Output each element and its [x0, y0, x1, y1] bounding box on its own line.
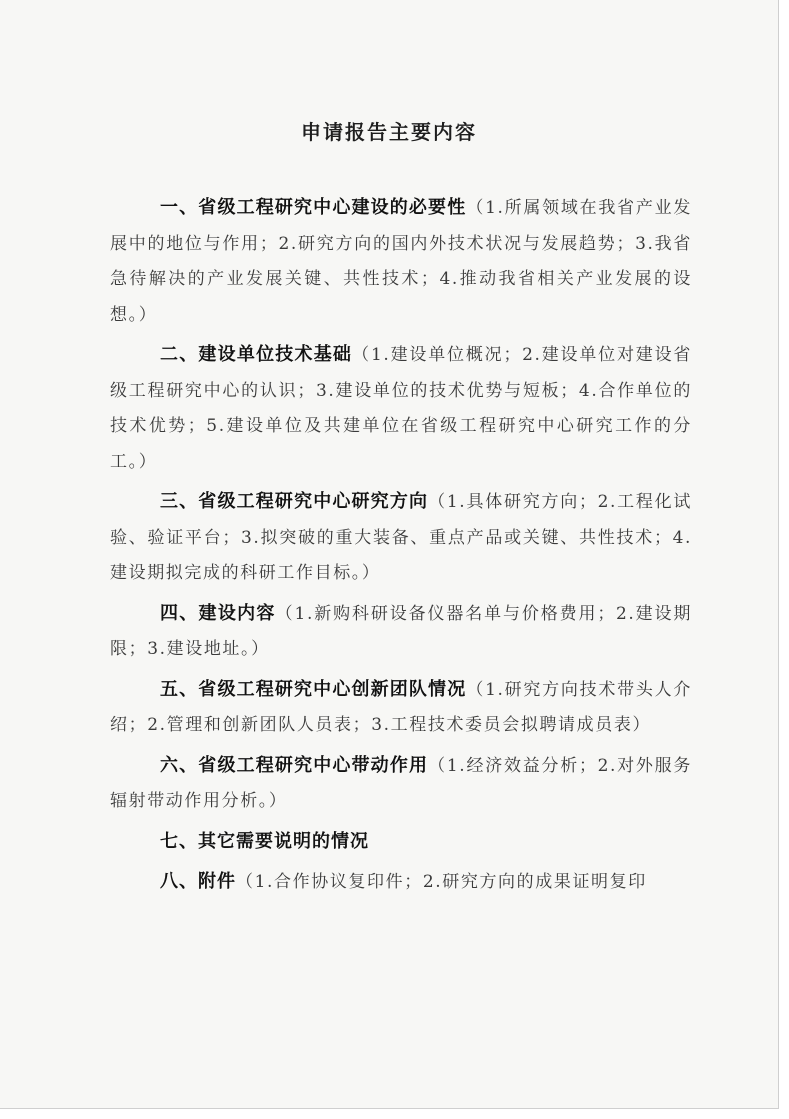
section-8 [110, 864, 692, 901]
section-heading: 一、省级工程研究中心建设的必要性 [160, 197, 467, 218]
section-detail: （1.研究方向技术带头人介绍；2.管理和创新团队人员表；3.工程技术委员会拟聘请成员表） [110, 679, 692, 735]
section-4 [110, 596, 692, 668]
section-detail: （1.所属领域在我省产业发展中的地位与作用；2.研究方向的国内外技术状况与发展趋势；3.我省急待解决的产业发展关键、共性技术；4.推动我省相关产业发展的设想。） [110, 198, 692, 325]
section-heading: 五、省级工程研究中心创新团队情况 [160, 678, 467, 700]
section-detail: （1.具体研究方向；2.工程化试验、验证平台；3.拟突破的重大装备、重点产品或关键、共性技术；4.建设期拟完成的科研工作目标。） [110, 492, 693, 583]
section-heading: 六、省级工程研究中心带动作用 [160, 754, 429, 776]
section-heading: 三、省级工程研究中心研究方向 [160, 491, 429, 512]
section-heading: 四、建设内容 [160, 602, 276, 624]
section-heading: 二、建设单位技术基础 [160, 344, 353, 365]
section-detail: （1.经济效益分析；2.对外服务辐射带动作用分析。） [110, 755, 693, 811]
section-7 [110, 824, 692, 861]
section-2 [110, 337, 692, 480]
section-detail: （1.合作协议复印件；2.研究方向的成果证明复印 [236, 872, 647, 892]
section-heading: 七、其它需要说明的情况 [160, 830, 369, 852]
section-detail: （1.建设单位概况；2.建设单位对建设省级工程研究中心的认识；3.建设单位的技术优势与短板；4.合作单位的技术优势；5.建设单位及共建单位在省级工程研究中心研究工作的分工。） [110, 345, 692, 472]
section-heading: 八、附件 [160, 871, 236, 892]
document-body [110, 190, 692, 905]
section-3 [110, 484, 692, 592]
section-5 [110, 672, 692, 744]
section-6 [110, 748, 692, 820]
document-title: 申请报告主要内容 [301, 120, 477, 144]
section-1 [110, 190, 692, 333]
section-detail: （1.新购科研设备仪器名单与价格费用；2.建设期限；3.建设地址。） [110, 603, 692, 659]
